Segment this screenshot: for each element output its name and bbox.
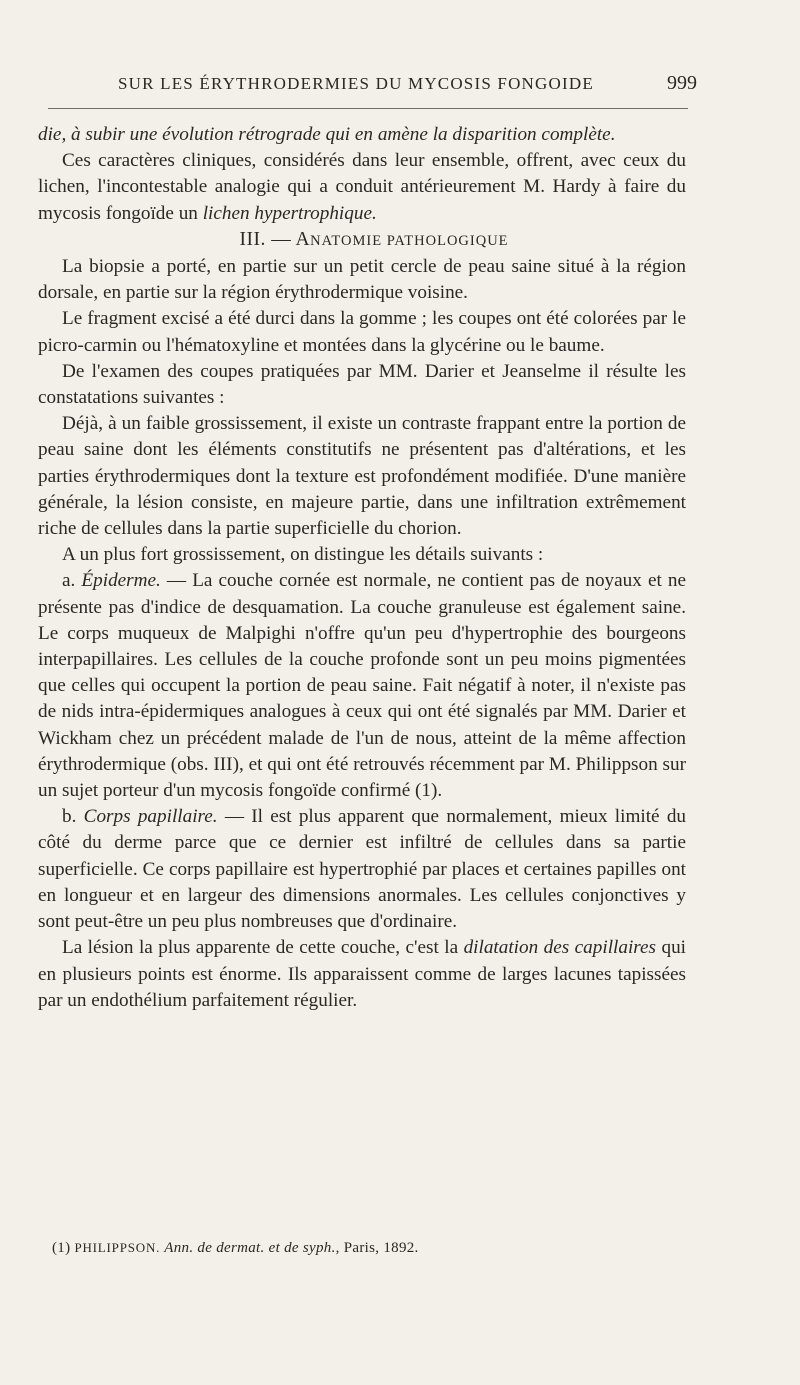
header-rule — [48, 108, 688, 109]
footnote: (1) PHILIPPSON. Ann. de dermat. et de syph., Paris, 1892. — [52, 1240, 419, 1256]
running-title: SUR LES ÉRYTHRODERMIES DU MYCOSIS FONGOIDE — [118, 74, 594, 93]
paragraph: La lésion la plus apparente de cette couche, c'est la dilatation des capillaires qui en plusieurs points est énorme. Ils apparaissent comme de larges lacunes tapissées par un endothélium parfaitement régulier. — [38, 937, 686, 1011]
section-heading: III. — ANATOMIE PATHOLOGIQUE — [239, 228, 509, 250]
paragraph-corps-papillaire: b. Corps papillaire. — Il est plus apparent que normalement, mieux limité du côté du derme parce que ce dernier est infiltré de cellules dans sa partie superficielle. Ce corps papillaire est hypertrophié par places et certaines papilles ont en longueur et en largeur des dimensions anormales. Les cellules conjonctives y sont peut-être un peu plus nombreuses que d'ordinaire. — [38, 806, 687, 933]
paragraph: Déjà, à un faible grossissement, il existe un contraste frappant entre la portion de peau saine dont les éléments constitutifs ne présentent pas d'altérations, et les parties érythrodermiques dont la texture est profondément modifiée. D'une manière générale, la lésion consiste, en majeure partie, dans une infiltration extrêmement riche de cellules dans la partie superficielle du chorion. — [38, 413, 686, 540]
running-header — [100, 72, 697, 100]
page-number: 999 — [667, 72, 697, 94]
paragraph: Ces caractères cliniques, considérés dans leur ensemble, offrent, avec ceux du lichen, l'incontestable analogie qui a conduit antérieurement M. Hardy à faire du mycosis fongoïde un lichen hypertrophique. — [38, 150, 686, 224]
paragraph: Le fragment excisé a été durci dans la gomme ; les coupes ont été colorées par le picro-carmin ou l'hématoxyline et montées dans la glycérine ou le baume. — [38, 308, 686, 356]
italic-term: dilatation des capillaires — [463, 937, 657, 959]
subsection-title: Épiderme. — [81, 570, 161, 592]
italic-text: die, à subir une évolution rétrograde qui en amène la disparition complète. — [38, 124, 616, 145]
footnote-author: PHILIPPSON. — [74, 1240, 161, 1255]
body-text — [38, 122, 686, 1014]
paragraph-continued — [38, 122, 686, 148]
subsection-title: Corps papillaire. — [83, 806, 218, 828]
paragraph: De l'examen des coupes pratiquées par MM. Darier et Jeanselme il résulte les constatations suivantes : — [38, 360, 686, 409]
paragraph-epiderme: a. Épiderme. — La couche cornée est normale, ne contient pas de noyaux et ne présente pas d'indice de desquamation. La couche granuleuse est également saine. Le corps muqueux de Malpighi n'offre qu'un peu d'hypertrophie des bourgeons interpapillaires. Les cellules de la couche profonde sont un peu moins pigmentées que celles qui occupent la portion de peau saine. Fait négatif à noter, il n'existe pas de nids intra-épidermiques analogues à ceux qui ont été signalés par MM. Darier et Wickham chez un précédent malade de l'un de nous, atteint de la même affection érythrodermique (obs. III), et qui ont été retrouvés récemment par M. Philippson sur un sujet porteur d'un mycosis fongoïde confirmé (1). — [38, 570, 686, 802]
italic-term: lichen hypertrophique. — [202, 202, 377, 224]
paragraph: A un plus fort grossissement, on distingue les détails suivants : — [62, 544, 544, 566]
footnote-journal: Ann. de dermat. et de syph. — [164, 1240, 336, 1256]
paragraph: La biopsie a porté, en partie sur un petit cercle de peau saine situé à la région dorsale, en partie sur la région érythrodermique voisine. — [38, 256, 686, 304]
